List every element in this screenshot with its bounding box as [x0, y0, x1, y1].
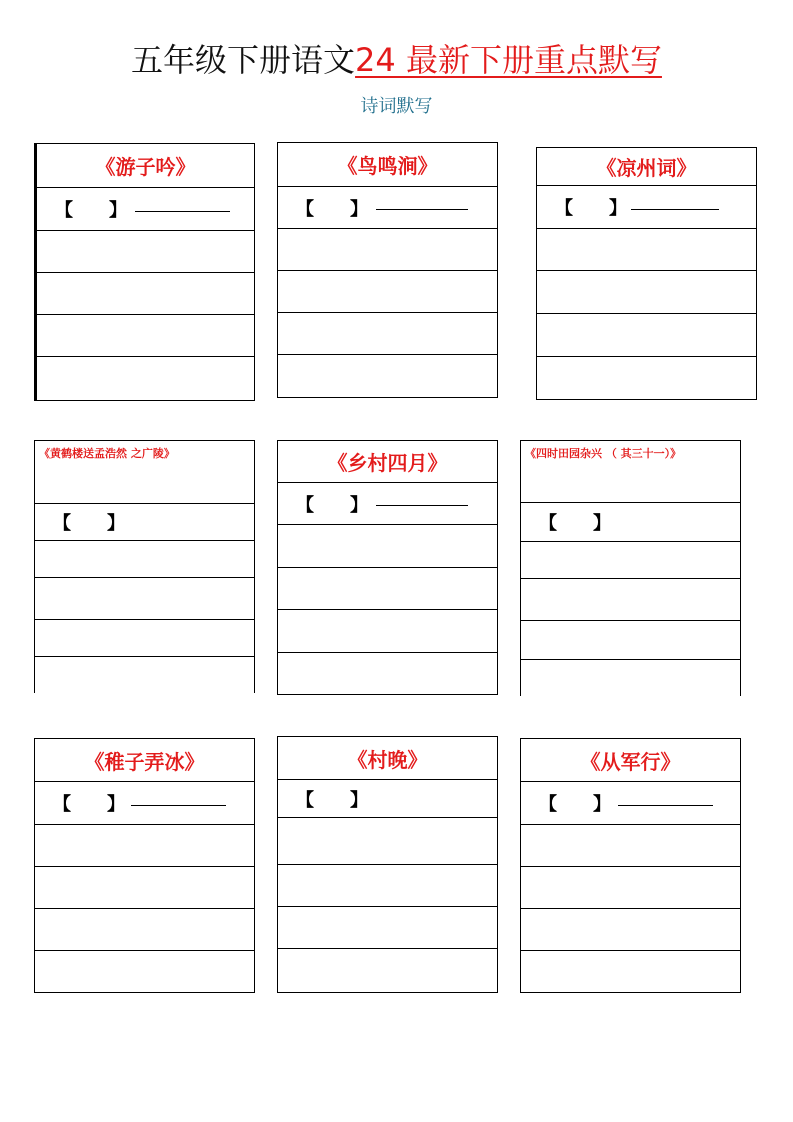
writing-line[interactable] — [37, 273, 254, 315]
writing-line[interactable] — [278, 818, 497, 865]
author-row — [37, 188, 254, 231]
author-blank[interactable] — [135, 211, 230, 212]
writing-line[interactable] — [537, 314, 756, 357]
writing-line[interactable] — [278, 229, 497, 271]
writing-line[interactable] — [521, 621, 740, 660]
writing-line[interactable] — [35, 909, 254, 951]
poem-title: 《凉州词》 — [537, 148, 756, 186]
writing-line[interactable] — [521, 542, 740, 579]
writing-line[interactable] — [278, 949, 497, 991]
writing-line[interactable] — [537, 229, 756, 271]
poem-title: 《游子吟》 — [37, 144, 254, 188]
writing-line[interactable] — [521, 909, 740, 951]
poem-title: 《黄鹤楼送孟浩然 之广陵》 — [35, 441, 254, 504]
author-row — [278, 187, 497, 229]
poem-card-youziyin — [34, 143, 255, 401]
writing-line[interactable] — [521, 579, 740, 621]
poem-title: 《稚子弄冰》 — [35, 739, 254, 782]
writing-line[interactable] — [278, 568, 497, 610]
author-bracket: 【 】 — [53, 513, 125, 534]
page-title — [0, 38, 793, 82]
writing-line[interactable] — [37, 231, 254, 273]
writing-line[interactable] — [35, 951, 254, 993]
poem-card-sishitianyuan — [520, 440, 741, 696]
writing-line[interactable] — [521, 867, 740, 909]
poem-title: 《从军行》 — [521, 739, 740, 782]
author-bracket: 【 】 — [55, 200, 127, 221]
poem-title: 《乡村四月》 — [278, 441, 497, 483]
author-blank[interactable] — [631, 209, 719, 210]
writing-line[interactable] — [35, 541, 254, 578]
author-blank[interactable] — [618, 805, 713, 806]
poem-card-xiangcunsiyue — [277, 440, 498, 695]
author-row — [521, 782, 740, 825]
author-bracket: 【 】 — [539, 513, 611, 534]
writing-line[interactable] — [278, 355, 497, 396]
author-bracket: 【 】 — [53, 794, 125, 815]
writing-line[interactable] — [278, 271, 497, 313]
poem-card-liangzhouci — [536, 147, 757, 400]
author-bracket: 【 】 — [539, 794, 611, 815]
poem-card-huanghelou — [34, 440, 255, 693]
poem-title: 《鸟鸣涧》 — [278, 143, 497, 187]
author-row — [537, 186, 756, 229]
poem-card-congjunxing — [520, 738, 741, 993]
writing-line[interactable] — [278, 610, 497, 653]
writing-line[interactable] — [278, 653, 497, 694]
author-row — [278, 780, 497, 818]
author-blank[interactable] — [131, 805, 226, 806]
writing-line[interactable] — [35, 620, 254, 657]
author-blank[interactable] — [376, 209, 468, 210]
writing-line[interactable] — [35, 867, 254, 909]
author-bracket: 【 】 — [296, 789, 368, 811]
page-subtitle: 诗词默写 — [360, 96, 433, 117]
author-row — [521, 503, 740, 542]
writing-line[interactable] — [537, 271, 756, 314]
writing-line[interactable] — [278, 865, 497, 907]
author-row — [35, 504, 254, 541]
writing-line[interactable] — [521, 951, 740, 993]
writing-line[interactable] — [35, 825, 254, 867]
author-bracket: 【 】 — [296, 494, 368, 516]
page-title-main: 五年级下册语文 — [131, 41, 356, 79]
writing-line[interactable] — [278, 313, 497, 355]
poem-title: 《村晚》 — [278, 737, 497, 780]
poem-title: 《四时田园杂兴 （ 其三十一）》 — [521, 441, 740, 503]
writing-line[interactable] — [37, 315, 254, 357]
poem-card-zhizinongbing — [34, 738, 255, 993]
poem-card-cunwan — [277, 736, 498, 993]
writing-line[interactable] — [278, 525, 497, 568]
writing-line[interactable] — [521, 825, 740, 867]
writing-line[interactable] — [278, 907, 497, 949]
writing-line[interactable] — [537, 357, 756, 399]
author-bracket: 【 】 — [555, 198, 627, 219]
writing-line[interactable] — [35, 578, 254, 620]
author-row — [278, 483, 497, 525]
author-row — [35, 782, 254, 825]
author-bracket: 【 】 — [296, 198, 368, 220]
author-blank[interactable] — [376, 505, 468, 506]
poem-card-niaomingjian — [277, 142, 498, 398]
writing-line[interactable] — [35, 657, 254, 693]
page-title-highlight: 24 最新下册重点默写 — [355, 41, 662, 79]
writing-line[interactable] — [521, 660, 740, 697]
writing-line[interactable] — [37, 357, 254, 399]
